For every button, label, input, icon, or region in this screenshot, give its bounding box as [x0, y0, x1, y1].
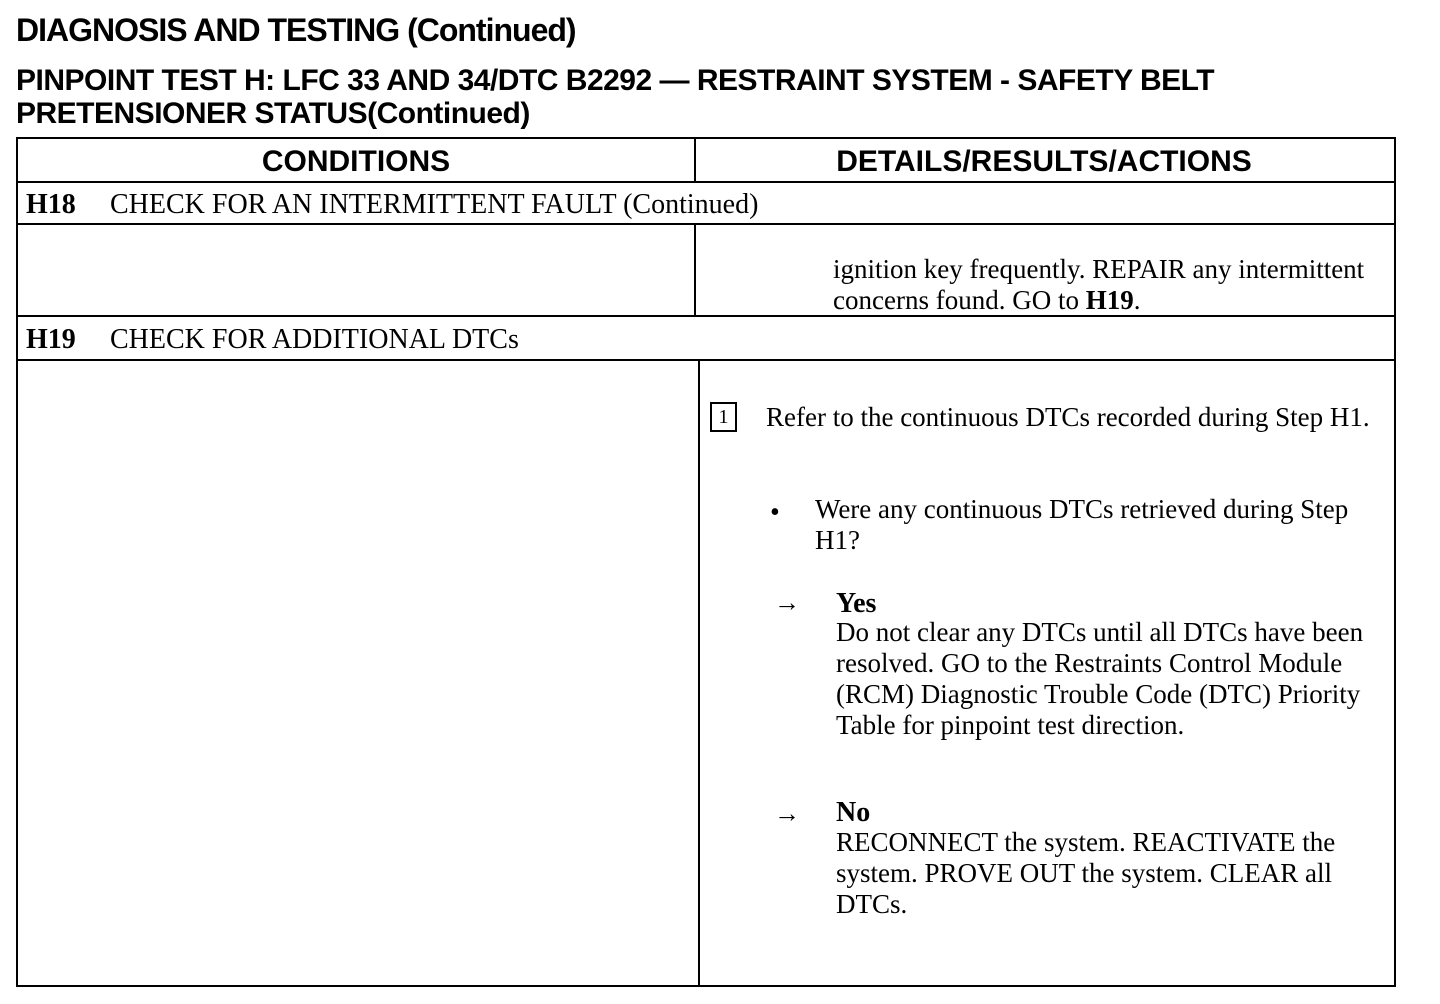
- h18-continued-text: [833, 254, 1393, 316]
- answer-yes-text: Do not clear any DTCs until all DTCs have been resolved. GO to the Restraints Control Module (RCM) Diagnostic Trouble Code (DTC) Priority Table for pinpoint test direction.: [836, 617, 1364, 740]
- table-divider: [18, 223, 1394, 225]
- step-h18-header: [26, 189, 758, 221]
- arrow-right-icon: →: [774, 799, 800, 828]
- pinpoint-test-table: [16, 137, 1396, 987]
- step-id: H19: [26, 324, 76, 355]
- step-title: CHECK FOR AN INTERMITTENT FAULT (Continued): [110, 189, 759, 220]
- step-instruction: Refer to the continuous DTCs recorded during Step H1.: [766, 402, 1370, 432]
- column-divider: [698, 359, 700, 985]
- answer-yes-label: Yes: [836, 588, 877, 619]
- answer-no-label: No: [836, 797, 871, 828]
- step-number-box: 1: [710, 402, 737, 432]
- column-header-conditions: CONDITIONS: [261, 145, 451, 178]
- h18-text: ignition key frequently. REPAIR any intermittent concerns found. GO to: [833, 254, 1365, 315]
- h18-goto-period: .: [1133, 285, 1141, 315]
- step-h19-header: [26, 324, 519, 356]
- step-title: CHECK FOR ADDITIONAL DTCs: [110, 324, 519, 355]
- column-divider: [694, 223, 696, 315]
- step-question: Were any continuous DTCs retrieved during Step H1?: [815, 494, 1349, 555]
- pinpoint-test-title: PINPOINT TEST H: LFC 33 AND 34/DTC B2292 — RESTRAINT SYSTEM - SAFETY BELT PRETENSIONER STATUS(Continued): [16, 64, 1215, 130]
- column-header-details: DETAILS/RESULTS/ACTIONS: [836, 145, 1252, 178]
- table-divider: [18, 181, 1394, 183]
- arrow-right-icon: →: [774, 588, 800, 617]
- answer-no-text: RECONNECT the system. REACTIVATE the system. PROVE OUT the system. CLEAR all DTCs.: [836, 827, 1336, 919]
- h18-goto-step: H19: [1085, 285, 1134, 315]
- table-divider: [18, 359, 1394, 361]
- bullet-icon: •: [770, 497, 780, 528]
- step-id: H18: [26, 189, 76, 220]
- page-title: DIAGNOSIS AND TESTING (Continued): [16, 12, 576, 48]
